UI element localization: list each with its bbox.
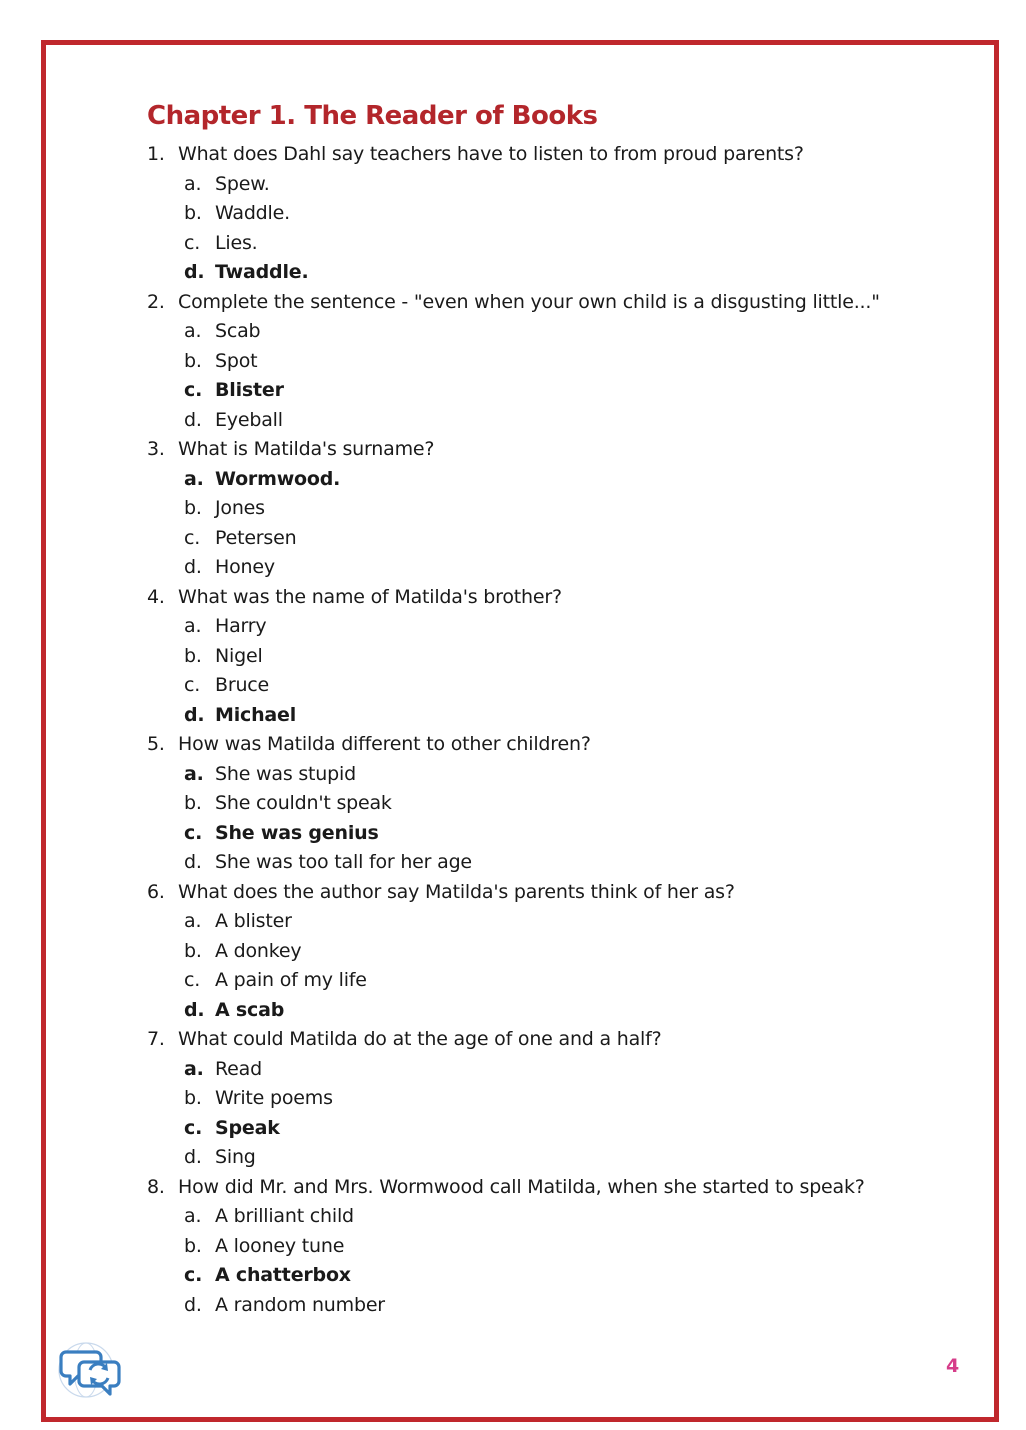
question-number: 8. <box>147 1175 165 1198</box>
option-text: She couldn't speak <box>215 792 392 814</box>
answer-option <box>147 170 967 200</box>
option-text: A pain of my life <box>215 969 367 991</box>
question-text: What does Dahl say teachers have to listen to from proud parents? <box>178 143 804 165</box>
option-text: A chatterbox <box>215 1264 351 1286</box>
option-text: Sing <box>215 1146 256 1168</box>
option-letter: a. <box>184 762 204 785</box>
question-number: 1. <box>147 143 165 165</box>
question-text: How was Matilda different to other children? <box>178 733 591 755</box>
answer-option <box>147 1055 967 1085</box>
question-text-line <box>147 1025 967 1055</box>
answer-option <box>147 937 967 967</box>
answer-option <box>147 789 967 819</box>
option-text: Twaddle. <box>215 261 309 283</box>
option-text: A blister <box>215 910 292 932</box>
answer-option <box>147 642 967 672</box>
question-text-line <box>147 730 967 760</box>
option-text: A looney tune <box>215 1234 345 1257</box>
option-letter: b. <box>184 939 202 962</box>
question-text-line <box>147 878 967 908</box>
answer-option <box>147 848 967 878</box>
answer-option <box>147 1291 967 1321</box>
answer-option <box>147 465 967 495</box>
question-number: 3. <box>147 438 165 460</box>
option-letter: c. <box>184 379 203 401</box>
question-4 <box>147 583 967 731</box>
question-text: What was the name of Matilda's brother? <box>178 585 562 608</box>
question-text-line <box>147 140 967 170</box>
option-letter: b. <box>184 1087 202 1109</box>
question-2 <box>147 288 967 436</box>
question-text: How did Mr. and Mrs. Wormwood call Matilda, when she started to speak? <box>178 1175 865 1198</box>
option-text: Wormwood. <box>215 467 341 490</box>
option-text: She was too tall for her age <box>215 851 472 873</box>
option-text: Waddle. <box>215 202 290 224</box>
option-letter: c. <box>184 1116 203 1139</box>
answer-option <box>147 1143 967 1173</box>
option-letter: b. <box>184 644 202 667</box>
option-letter: c. <box>184 674 201 696</box>
option-text: Michael <box>215 703 297 726</box>
answer-option <box>147 317 967 347</box>
option-letter: d. <box>184 998 205 1021</box>
option-text: Read <box>215 1057 262 1080</box>
option-letter: c. <box>184 526 201 549</box>
option-letter: c. <box>184 821 203 844</box>
question-number: 5. <box>147 733 165 755</box>
option-text: Honey <box>215 556 275 578</box>
option-text: Petersen <box>215 526 297 549</box>
option-letter: c. <box>184 231 201 254</box>
answer-option <box>147 494 967 524</box>
answer-option <box>147 258 967 288</box>
option-letter: a. <box>184 172 202 195</box>
option-text: A scab <box>215 998 285 1021</box>
option-letter: d. <box>184 851 202 873</box>
question-text-line <box>147 1173 967 1203</box>
option-letter: a. <box>184 1205 202 1227</box>
option-text: Eyeball <box>215 408 283 431</box>
option-text: Speak <box>215 1116 280 1139</box>
question-number: 4. <box>147 585 165 608</box>
answer-option <box>147 1232 967 1262</box>
speech-bubbles-arrows-logo-icon <box>50 1340 128 1408</box>
answer-option <box>147 553 967 583</box>
option-text: Scab <box>215 320 261 342</box>
question-7 <box>147 1025 967 1173</box>
question-list <box>147 140 967 1320</box>
answer-option <box>147 1084 967 1114</box>
answer-option <box>147 819 967 849</box>
option-letter: b. <box>184 1234 202 1257</box>
option-letter: d. <box>184 408 202 431</box>
page-number: 4 <box>946 1355 960 1377</box>
option-text: Harry <box>215 615 267 637</box>
option-letter: a. <box>184 467 204 490</box>
option-text: Spew. <box>215 172 270 195</box>
option-letter: a. <box>184 615 202 637</box>
question-number: 6. <box>147 880 165 903</box>
answer-option <box>147 229 967 259</box>
option-letter: d. <box>184 556 202 578</box>
option-text: A random number <box>215 1293 385 1316</box>
option-letter: c. <box>184 1264 203 1286</box>
option-text: She was stupid <box>215 762 356 785</box>
option-text: Nigel <box>215 644 263 667</box>
answer-option <box>147 1114 967 1144</box>
answer-option <box>147 347 967 377</box>
answer-option <box>147 1261 967 1291</box>
answer-option <box>147 760 967 790</box>
question-text: What is Matilda's surname? <box>178 438 435 460</box>
answer-option <box>147 376 967 406</box>
answer-option <box>147 966 967 996</box>
option-letter: b. <box>184 792 202 814</box>
answer-option <box>147 701 967 731</box>
question-8 <box>147 1173 967 1321</box>
question-text-line <box>147 288 967 318</box>
answer-option <box>147 996 967 1026</box>
answer-option <box>147 907 967 937</box>
option-text: Bruce <box>215 674 270 696</box>
option-text: A donkey <box>215 939 302 962</box>
option-letter: a. <box>184 1057 204 1080</box>
option-text: She was genius <box>215 821 379 844</box>
option-letter: d. <box>184 1293 202 1316</box>
option-text: Spot <box>215 349 258 372</box>
question-text: Complete the sentence - "even when your own child is a disgusting little..." <box>178 290 880 313</box>
question-text: What does the author say Matilda's parents think of her as? <box>178 880 735 903</box>
question-text: What could Matilda do at the age of one and a half? <box>178 1028 662 1050</box>
option-text: Write poems <box>215 1087 333 1109</box>
answer-option <box>147 524 967 554</box>
question-3 <box>147 435 967 583</box>
question-text-line <box>147 583 967 613</box>
option-letter: a. <box>184 910 202 932</box>
question-5 <box>147 730 967 878</box>
option-letter: b. <box>184 202 202 224</box>
question-number: 2. <box>147 290 165 313</box>
option-letter: d. <box>184 703 205 726</box>
answer-option <box>147 612 967 642</box>
option-letter: b. <box>184 497 202 519</box>
option-text: Lies. <box>215 231 258 254</box>
chapter-title: Chapter 1. The Reader of Books <box>147 101 598 131</box>
answer-option <box>147 671 967 701</box>
option-text: Jones <box>215 497 265 519</box>
question-6 <box>147 878 967 1026</box>
question-text-line <box>147 435 967 465</box>
option-letter: d. <box>184 261 205 283</box>
option-text: A brilliant child <box>215 1205 354 1227</box>
question-number: 7. <box>147 1028 165 1050</box>
option-letter: b. <box>184 349 202 372</box>
option-letter: a. <box>184 320 202 342</box>
question-1 <box>147 140 967 288</box>
option-text: Blister <box>215 379 284 401</box>
answer-option <box>147 199 967 229</box>
document-content <box>147 98 967 1320</box>
answer-option <box>147 1202 967 1232</box>
option-letter: d. <box>184 1146 202 1168</box>
option-letter: c. <box>184 969 201 991</box>
answer-option <box>147 406 967 436</box>
